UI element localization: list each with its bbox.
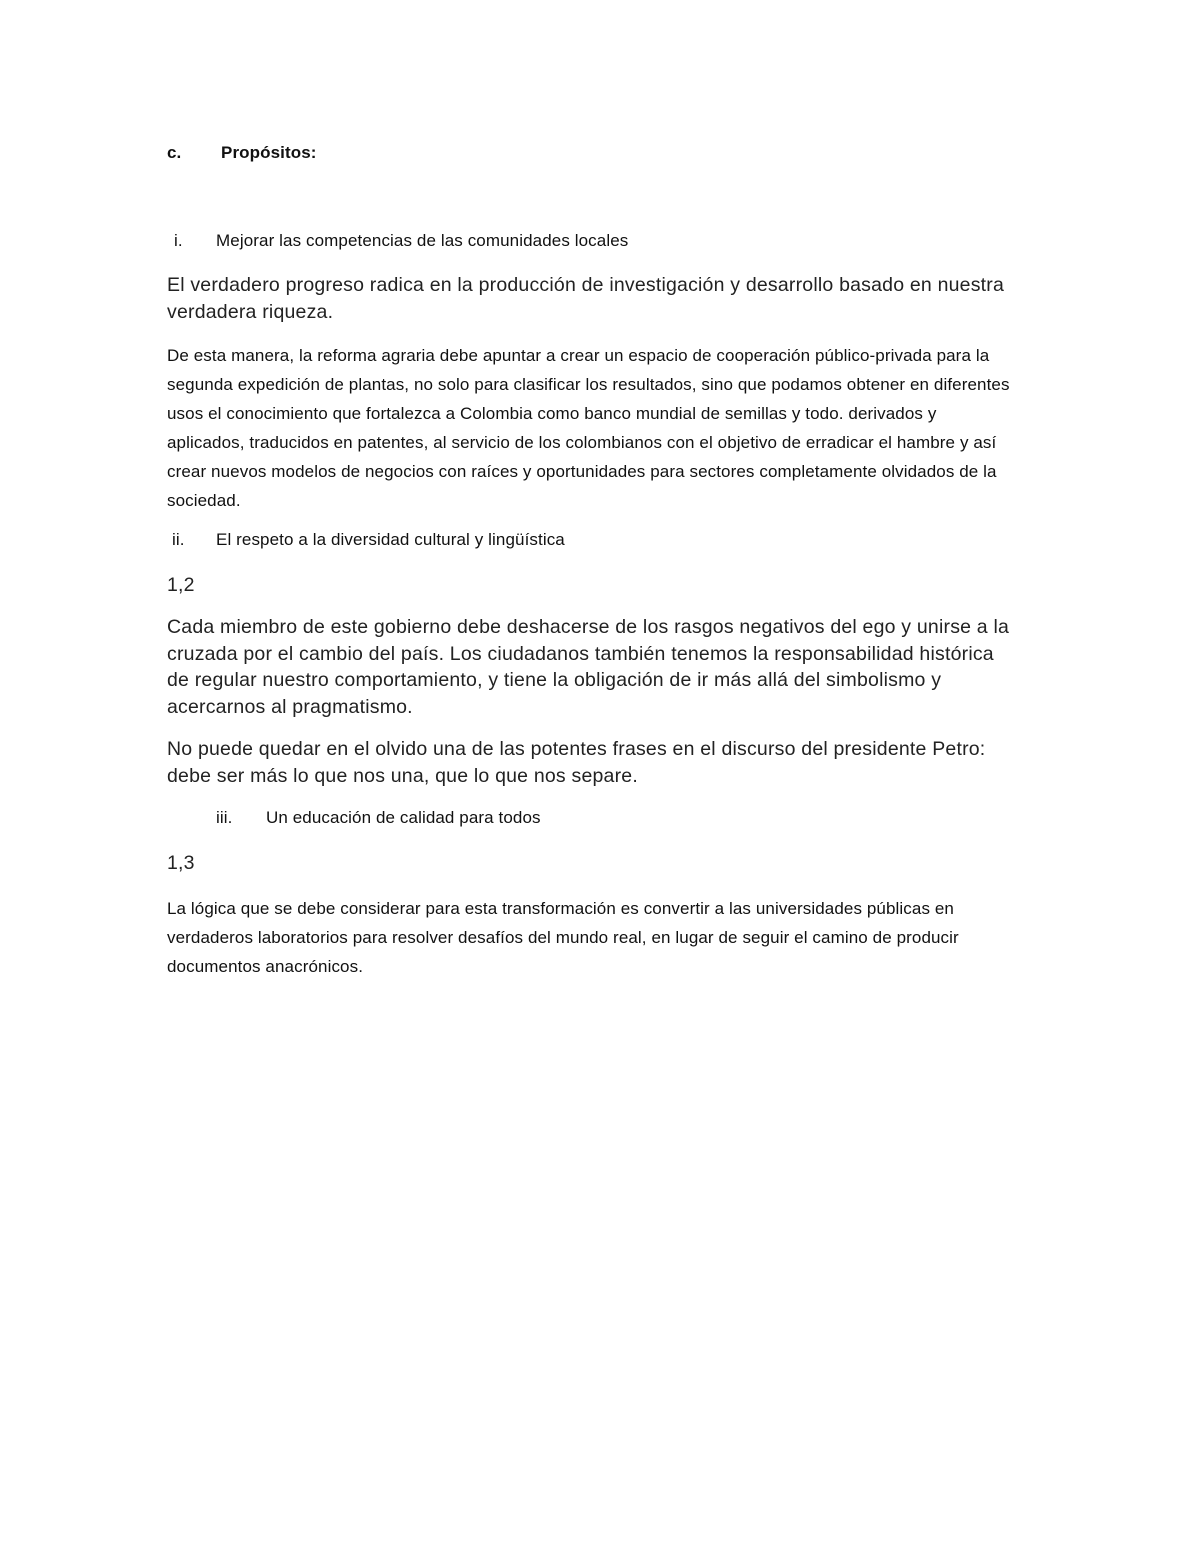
list-item-marker: ii. [172,530,185,549]
section-marker: c. [167,143,182,162]
list-item-title: Mejorar las competencias de las comunidades locales [216,231,629,250]
paragraph: No puede quedar en el olvido una de las potentes frases en el discurso del presidente Petro: debe ser más lo que nos una, que lo que nos separe. [167,738,986,787]
list-item-marker: i. [174,231,183,250]
paragraph: El verdadero progreso radica en la producción de investigación y desarrollo basado en nuestra verdadera riqueza. [167,274,1005,323]
paragraph: La lógica que se debe considerar para esta transformación es convertir a las universidades públicas en verdaderos laboratorios para resolver desafíos del mundo real, en lugar de seguir el camino de producir documentos anacrónicos. [167,899,959,976]
list-item-marker: iii. [216,808,233,827]
section-title: Propósitos: [221,143,317,162]
list-item-heading [172,530,565,550]
paragraph: De esta manera, la reforma agraria debe apuntar a crear un espacio de cooperación público-privada para la segunda expedición de plantas, no solo para clasificar los resultados, sino que podamos obtener en diferentes usos el conocimiento que fortalezca a Colombia como banco mundial de semillas y todo. derivados y aplicados, traducidos en patentes, al servicio de los colombianos con el objetivo de erradicar el hambre y así crear nuevos modelos de negocios con raíces y oportunidades para sectores completamente olvidados de la sociedad. [167,346,1010,510]
numbering-label: 1,3 [167,852,195,874]
paragraph: Cada miembro de este gobierno debe deshacerse de los rasgos negativos del ego y unirse a la cruzada por el cambio del país. Los ciudadanos también tenemos la responsabilidad histórica de regular nuestro comportamiento, y tiene la obligación de ir más allá del simbolismo y acercarnos al pragmatismo. [167,616,1010,718]
list-item-heading [174,231,628,251]
list-item-heading [216,808,541,828]
section-heading [167,143,317,163]
numbering-label: 1,2 [167,574,195,596]
list-item-title: Un educación de calidad para todos [266,808,541,827]
list-item-title: El respeto a la diversidad cultural y lingüística [216,530,565,549]
